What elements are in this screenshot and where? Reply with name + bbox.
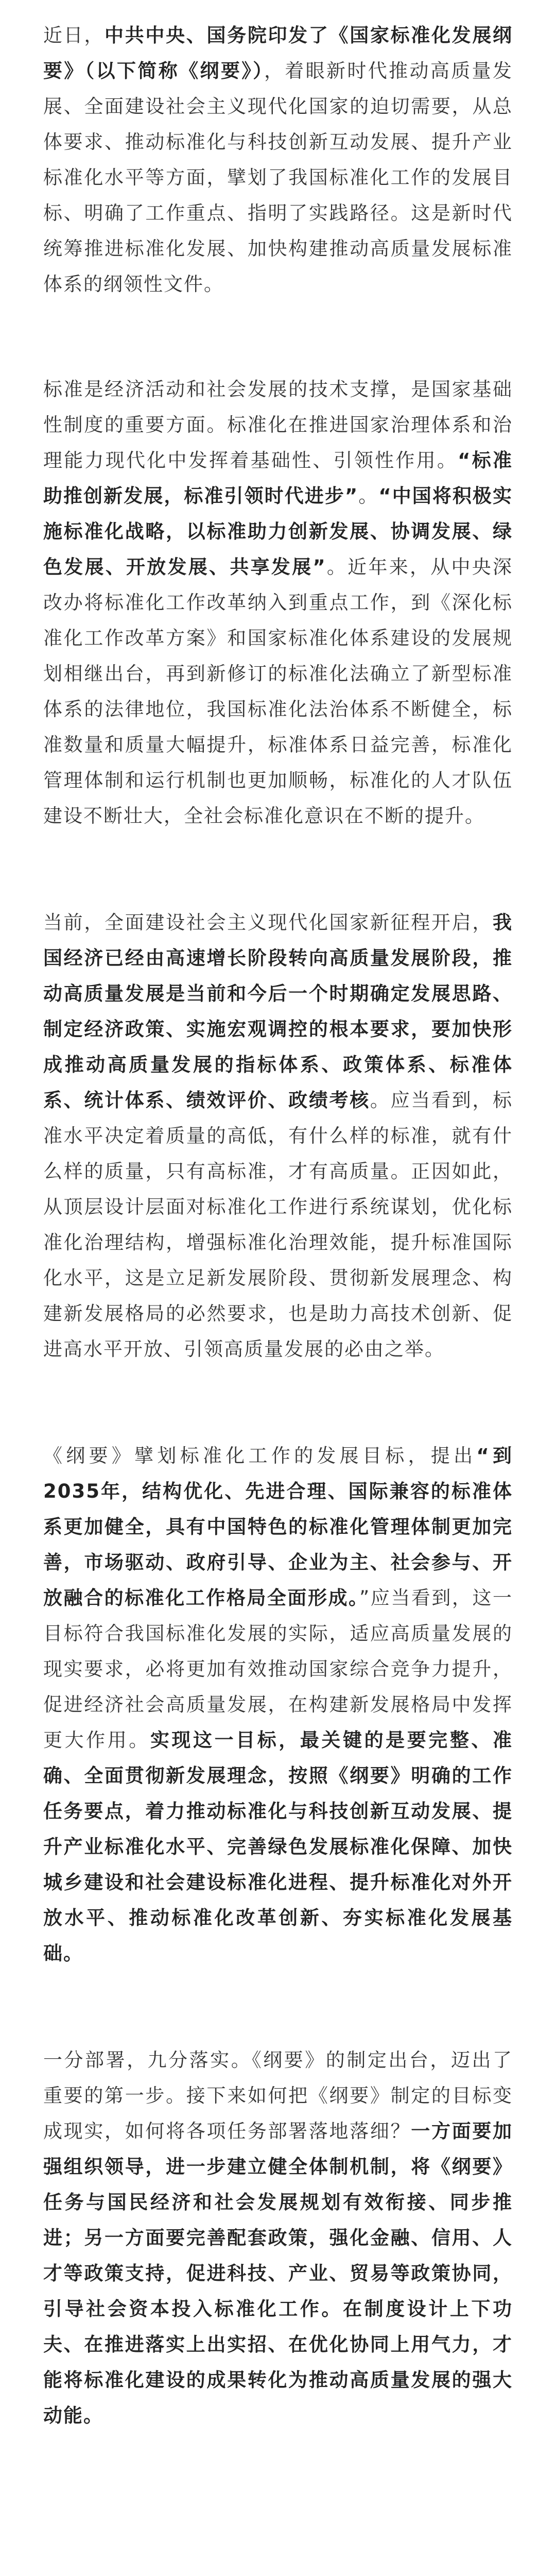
paragraph-3-text: 。应当看到，标准水平决定着质量的高低，有什么样的标准，就有什么样的质量，只有高标准，才有高质量。正因如此，从顶层设计层面对标准化工作进行系统谋划，优化标准化治理结构，增强标准化治理效能，提升标准国际化水平，这是立足新发展阶段、贯彻新发展理念、构建新发展格局的必然要求，也是助力高技术创新、促进高水平开放、引领高质量发展的必由之举。 — [43, 1089, 513, 1360]
paragraph-3-text: 当前，全面建设社会主义现代化国家新征程开启， — [43, 911, 493, 934]
paragraph-3-bold-text: 我国经济已经由高速增长阶段转向高质量发展阶段，推动高质量发展是当前和今后一个时期确定发展思路、制定经济政策、实施宏观调控的根本要求，要加快形成推动高质量发展的指标体系、政策体系、标准体系、统计体系、绩效评价、政绩考核 — [43, 911, 513, 1111]
paragraph-4-text: ”应当看到，这一目标符合我国标准化发展的实际，适应高质量发展的现实要求，必将更加有效推动国家综合竞争力提升，促进经济社会高质量发展，在构建新发展格局中发挥更大作用。 — [43, 1587, 513, 1751]
paragraph-4-bold-text: 实现这一目标，最关键的是要完整、准确、全面贯彻新发展理念，按照《纲要》明确的工作任务要点，着力推动标准化与科技创新互动发展、提升产业标准化水平、完善绿色发展标准化保障、加快城乡建设和社会建设标准化进程、提升标准化对外开放水平、推动标准化改革创新、夯实标准化发展基础。 — [43, 1729, 513, 1964]
paragraph-2 — [43, 371, 513, 834]
paragraph-1-text: ，着眼新时代推动高质量发展、全面建设社会主义现代化国家的迫切需要，从总体要求、推动标准化与科技创新互动发展、提升产业标准化水平等方面，擘划了我国标准化工作的发展目标、明确了工作重点、指明了实践路径。这是新时代统筹推进标准化发展、加快构建推动高质量发展标准体系的纲领性文件。 — [43, 60, 513, 295]
paragraph-2-bold-text: “中国将积极实施标准化战略，以标准助力创新发展、协调发展、绿色发展、开放发展、共享发展” — [43, 485, 513, 578]
paragraph-5-text: 一分部署，九分落实。《纲要》的制定出台，迈出了重要的第一步。接下来如何把《纲要》制定的目标变成现实，如何将各项任务部署落地落细？ — [43, 2049, 513, 2142]
paragraph-2-bold-text: “标准助推创新发展，标准引领时代进步” — [43, 449, 513, 507]
paragraph-1-text: 近日， — [43, 24, 105, 46]
paragraph-4-text: 《纲要》擘划标准化工作的发展目标，提出 — [43, 1445, 477, 1467]
paragraph-5-bold-text: 一方面要加强组织领导，进一步建立健全体制机制，将《纲要》任务与国民经济和社会发展规划有效衔接、同步推进；另一方面要完善配套政策，强化金融、信用、人才等政策支持，促进科技、产业、贸易等政策协同，引导社会资本投入标准化工作。在制度设计上下功夫、在推进落实上出实招、在优化协同上用气力，才能将标准化建设的成果转化为推动高质量发展的强大动能。 — [43, 2120, 513, 2427]
paragraph-3 — [43, 905, 513, 1367]
paragraph-1-bold-text: 中共中央、国务院印发了《国家标准化发展纲要》（以下简称《纲要》） — [43, 24, 513, 82]
paragraph-5 — [43, 2042, 513, 2433]
paragraph-2-text: 。 — [358, 485, 379, 507]
paragraph-4-bold-text: “到2035年，结构优化、先进合理、国际兼容的标准体系更加健全，具有中国特色的标准化管理体制更加完善，市场驱动、政府引导、企业为主、社会参与、开放融合的标准化工作格局全面形成。 — [43, 1445, 513, 1609]
paragraph-2-text: 标准是经济活动和社会发展的技术支撑，是国家基础性制度的重要方面。标准化在推进国家治理体系和治理能力现代化中发挥着基础性、引领性作用。 — [43, 378, 513, 471]
paragraph-4 — [43, 1438, 513, 1971]
paragraph-1 — [43, 18, 513, 302]
paragraph-2-text: 。近年来，从中央深改办将标准化工作改革纳入到重点工作，到《深化标准化工作改革方案》和国家标准化体系建设的发展规划相继出台，再到新修订的标准化法确立了新型标准体系的法律地位，我国标准化法治体系不断健全，标准数量和质量大幅提升，标准体系日益完善，标准化管理体制和运行机制也更加顺畅，标准化的人才队伍建设不断壮大，全社会标准化意识在不断的提升。 — [43, 556, 513, 827]
